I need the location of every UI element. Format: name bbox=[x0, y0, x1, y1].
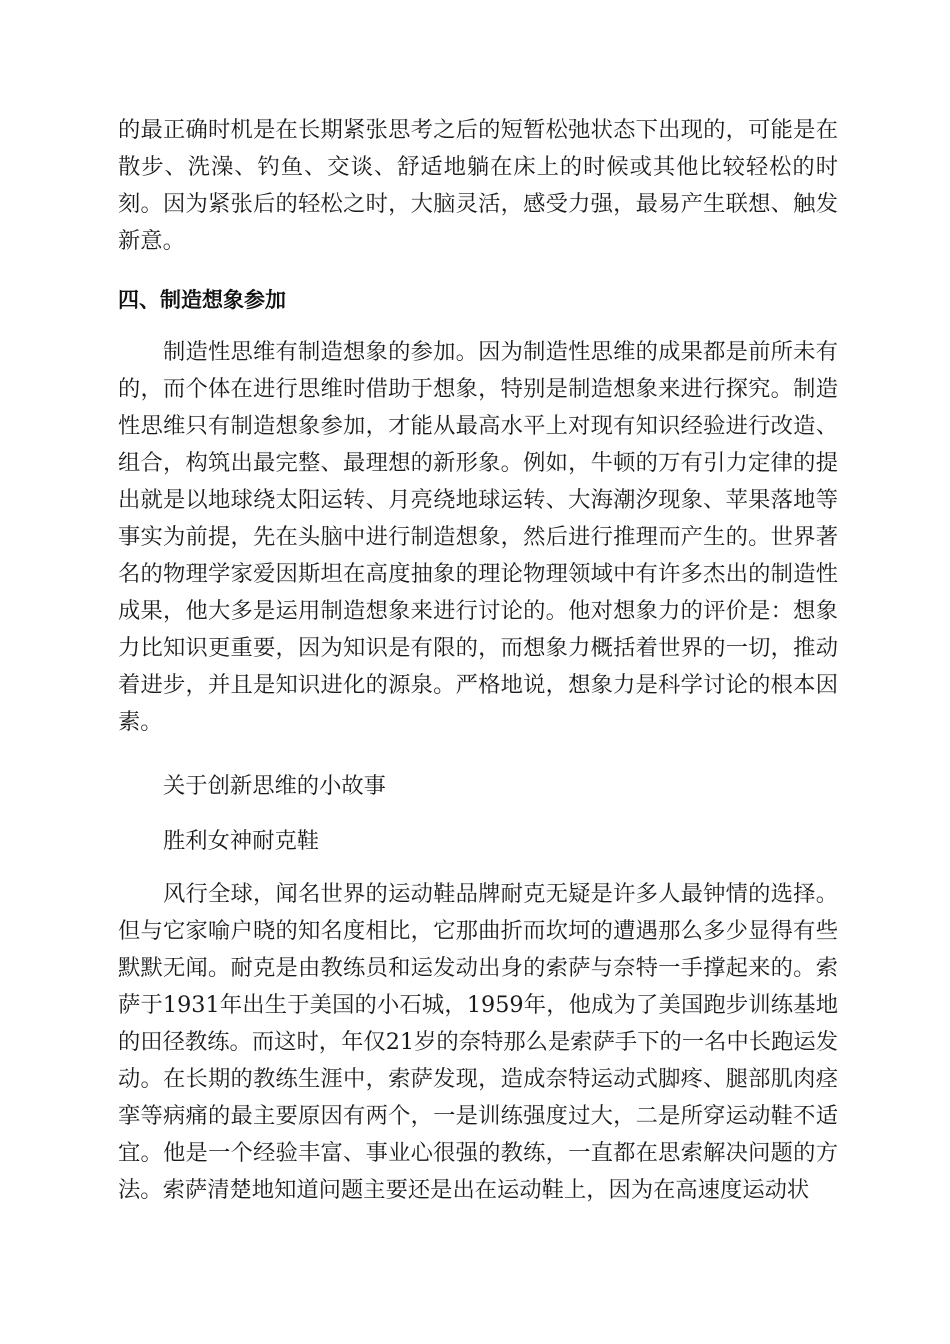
paragraph-continuation: 的最正确时机是在长期紧张思考之后的短暂松弛状态下出现的，可能是在散步、洗澡、钓鱼、交谈、舒适地躺在床上的时候或其他比较轻松的时刻。因为紧张后的轻松之时，大脑灵活，感受力强，最易产生联想、触发新意。 bbox=[118, 117, 838, 254]
paragraph-nike-story: 风行全球，闻名世界的运动鞋品牌耐克无疑是许多人最钟情的选择。但与它家喻户晓的知名度相比，它那曲折而坎坷的遭遇那么多少显得有些默默无闻。耐克是由教练员和运发动出身的索萨与奈特一手撑起来的。索萨于1931年出生于美国的小石城，1959年，他成为了美国跑步训练基地的田径教练。而这时，年仅21岁的奈特那么是索萨手下的一名中长跑运发动。在长期的教练生涯中，索萨发现，造成奈特运动式脚疼、腿部肌肉痉挛等病痛的最主要原因有两个，一是训练强度过大，二是所穿运动鞋不适宜。他是一个经验丰富、事业心很强的教练，一直都在思索解决问题的方法。索萨清楚地知道问题主要还是出在运动鞋上，因为在高速度运动状 bbox=[118, 881, 838, 1203]
paragraph-creative-imagination: 制造性思维有制造想象的参加。因为制造性思维的成果都是前所未有的，而个体在进行思维时借助于想象，特别是制造想象来进行探究。制造性思维只有制造想象参加，才能从最高水平上对现有知识经验进行改造、组合，构筑出最完整、最理想的新形象。例如，牛顿的万有引力定律的提出就是以地球绕太阳运转、月亮绕地球运转、大海潮汐现象、苹果落地等事实为前提，先在头脑中进行制造想象，然后进行推理而产生的。世界著名的物理学家爱因斯坦在高度抽象的理论物理领域中有许多杰出的制造性成果，他大多是运用制造想象来进行讨论的。他对想象力的评价是：想象力比知识更重要，因为知识是有限的，而想象力概括着世界的一切，推动着进步，并且是知识进化的源泉。严格地说，想象力是科学讨论的根本因素。 bbox=[118, 339, 838, 735]
story-title: 胜利女神耐克鞋 bbox=[163, 828, 320, 854]
story-collection-title: 关于创新思维的小故事 bbox=[163, 773, 386, 799]
section-heading: 四、制造想象参加 bbox=[118, 288, 286, 312]
